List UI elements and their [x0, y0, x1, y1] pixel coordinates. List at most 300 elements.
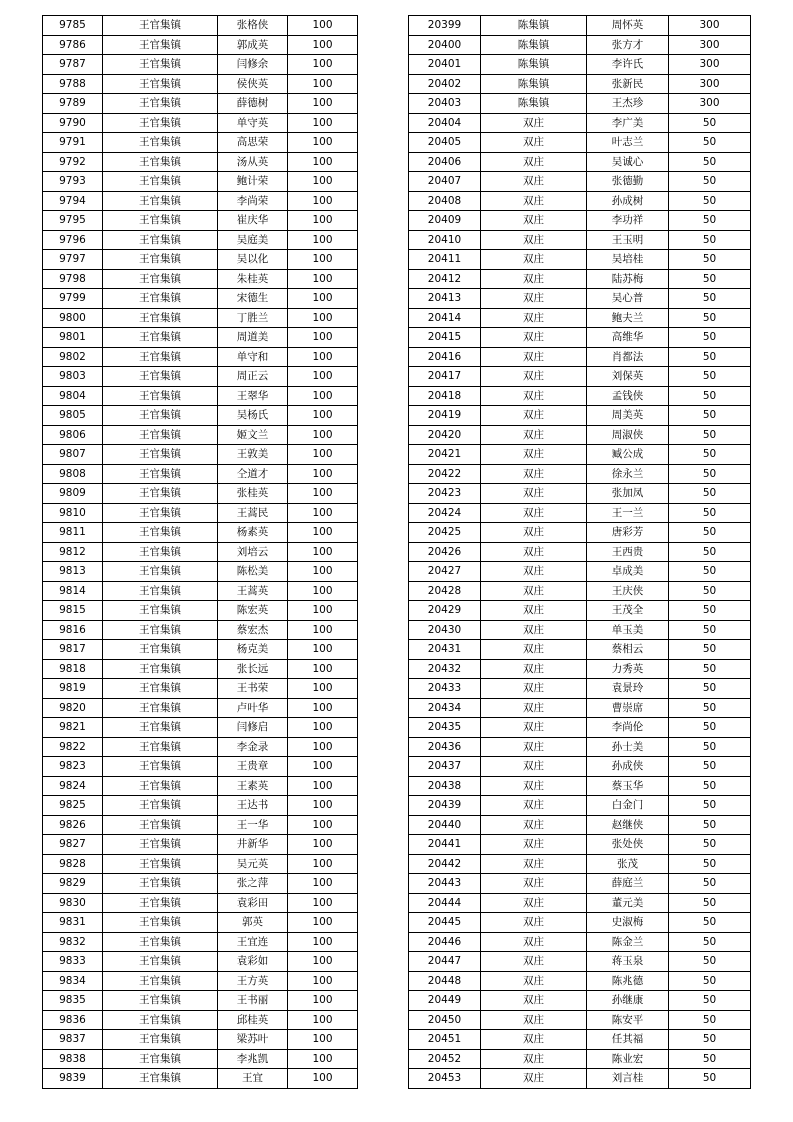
amount-cell: 50 [669, 737, 751, 757]
amount-cell: 50 [669, 1030, 751, 1050]
person-name-cell: 袁彩田 [218, 893, 288, 913]
amount-cell: 50 [669, 796, 751, 816]
record-number-cell: 20452 [409, 1049, 481, 1069]
town-cell: 王官集镇 [103, 367, 218, 387]
town-cell: 王官集镇 [103, 94, 218, 114]
person-name-cell: 高思荣 [218, 133, 288, 153]
amount-cell: 50 [669, 523, 751, 543]
town-cell: 双庄 [481, 152, 587, 172]
table-row [43, 718, 358, 738]
record-number-cell: 20406 [409, 152, 481, 172]
person-name-cell: 孙成树 [587, 191, 669, 211]
town-cell: 双庄 [481, 386, 587, 406]
amount-cell: 100 [288, 250, 358, 270]
person-name-cell: 汤从英 [218, 152, 288, 172]
table-row [409, 464, 751, 484]
person-name-cell: 叶志兰 [587, 133, 669, 153]
person-name-cell: 单玉美 [587, 620, 669, 640]
person-name-cell: 薛德树 [218, 94, 288, 114]
record-number-cell: 9826 [43, 815, 103, 835]
town-cell: 王官集镇 [103, 893, 218, 913]
amount-cell: 100 [288, 94, 358, 114]
amount-cell: 50 [669, 835, 751, 855]
record-number-cell: 20441 [409, 835, 481, 855]
person-name-cell: 李广美 [587, 113, 669, 133]
record-number-cell: 9795 [43, 211, 103, 231]
town-cell: 双庄 [481, 757, 587, 777]
person-name-cell: 力秀英 [587, 659, 669, 679]
town-cell: 双庄 [481, 776, 587, 796]
table-row [43, 289, 358, 309]
amount-cell: 100 [288, 581, 358, 601]
town-cell: 双庄 [481, 835, 587, 855]
town-cell: 王官集镇 [103, 289, 218, 309]
table-row [43, 230, 358, 250]
amount-cell: 100 [288, 191, 358, 211]
town-cell: 陈集镇 [481, 35, 587, 55]
town-cell: 王官集镇 [103, 445, 218, 465]
table-row [409, 542, 751, 562]
amount-cell: 50 [669, 464, 751, 484]
town-cell: 双庄 [481, 913, 587, 933]
person-name-cell: 王宜连 [218, 932, 288, 952]
town-cell: 王官集镇 [103, 698, 218, 718]
record-number-cell: 9836 [43, 1010, 103, 1030]
amount-cell: 100 [288, 796, 358, 816]
town-cell: 王官集镇 [103, 620, 218, 640]
amount-cell: 50 [669, 874, 751, 894]
town-cell: 王官集镇 [103, 874, 218, 894]
amount-cell: 300 [669, 94, 751, 114]
person-name-cell: 王杰珍 [587, 94, 669, 114]
person-name-cell: 吴心普 [587, 289, 669, 309]
amount-cell: 100 [288, 230, 358, 250]
person-name-cell: 陈松美 [218, 562, 288, 582]
person-name-cell: 李尚荣 [218, 191, 288, 211]
table-row [409, 289, 751, 309]
person-name-cell: 张之萍 [218, 874, 288, 894]
person-name-cell: 周正云 [218, 367, 288, 387]
table-row [43, 133, 358, 153]
amount-cell: 100 [288, 55, 358, 75]
amount-cell: 100 [288, 503, 358, 523]
record-number-cell: 20440 [409, 815, 481, 835]
amount-cell: 100 [288, 620, 358, 640]
town-cell: 陈集镇 [481, 94, 587, 114]
amount-cell: 300 [669, 55, 751, 75]
record-number-cell: 20436 [409, 737, 481, 757]
record-number-cell: 9805 [43, 406, 103, 426]
right-table [408, 15, 751, 1089]
person-name-cell: 侯侠英 [218, 74, 288, 94]
amount-cell: 100 [288, 679, 358, 699]
record-number-cell: 9834 [43, 971, 103, 991]
person-name-cell: 任其福 [587, 1030, 669, 1050]
table-row [409, 835, 751, 855]
table-row [43, 874, 358, 894]
town-cell: 双庄 [481, 542, 587, 562]
town-cell: 王官集镇 [103, 386, 218, 406]
town-cell: 双庄 [481, 172, 587, 192]
amount-cell: 300 [669, 16, 751, 36]
record-number-cell: 20437 [409, 757, 481, 777]
town-cell: 王官集镇 [103, 1010, 218, 1030]
town-cell: 双庄 [481, 991, 587, 1011]
table-row [43, 74, 358, 94]
amount-cell: 50 [669, 698, 751, 718]
table-row [409, 250, 751, 270]
town-cell: 双庄 [481, 1069, 587, 1089]
person-name-cell: 吴培桂 [587, 250, 669, 270]
table-row [409, 698, 751, 718]
record-number-cell: 20433 [409, 679, 481, 699]
record-number-cell: 9831 [43, 913, 103, 933]
amount-cell: 300 [669, 35, 751, 55]
person-name-cell: 杨克美 [218, 640, 288, 660]
table-row [43, 152, 358, 172]
amount-cell: 50 [669, 718, 751, 738]
person-name-cell: 王茂全 [587, 601, 669, 621]
person-name-cell: 邱桂英 [218, 1010, 288, 1030]
record-number-cell: 9789 [43, 94, 103, 114]
town-cell: 王官集镇 [103, 16, 218, 36]
person-name-cell: 王方英 [218, 971, 288, 991]
amount-cell: 50 [669, 952, 751, 972]
table-row [43, 542, 358, 562]
amount-cell: 100 [288, 172, 358, 192]
person-name-cell: 陈兆德 [587, 971, 669, 991]
table-row [43, 796, 358, 816]
amount-cell: 50 [669, 679, 751, 699]
record-number-cell: 9837 [43, 1030, 103, 1050]
amount-cell: 100 [288, 854, 358, 874]
amount-cell: 100 [288, 776, 358, 796]
table-row [43, 952, 358, 972]
town-cell: 王官集镇 [103, 659, 218, 679]
table-row [409, 991, 751, 1011]
amount-cell: 100 [288, 133, 358, 153]
table-row [409, 406, 751, 426]
town-cell: 王官集镇 [103, 1049, 218, 1069]
person-name-cell: 臧公成 [587, 445, 669, 465]
amount-cell: 100 [288, 640, 358, 660]
table-row [43, 269, 358, 289]
person-name-cell: 吴杨氏 [218, 406, 288, 426]
table-row [409, 35, 751, 55]
amount-cell: 50 [669, 542, 751, 562]
table-row [409, 230, 751, 250]
record-number-cell: 9802 [43, 347, 103, 367]
amount-cell: 100 [288, 425, 358, 445]
table-row [43, 16, 358, 36]
amount-cell: 50 [669, 776, 751, 796]
amount-cell: 100 [288, 74, 358, 94]
town-cell: 王官集镇 [103, 776, 218, 796]
person-name-cell: 董元美 [587, 893, 669, 913]
town-cell: 王官集镇 [103, 269, 218, 289]
record-number-cell: 9808 [43, 464, 103, 484]
town-cell: 双庄 [481, 952, 587, 972]
town-cell: 王官集镇 [103, 172, 218, 192]
record-number-cell: 9830 [43, 893, 103, 913]
record-number-cell: 9816 [43, 620, 103, 640]
record-number-cell: 9793 [43, 172, 103, 192]
table-row [409, 269, 751, 289]
record-number-cell: 9839 [43, 1069, 103, 1089]
record-number-cell: 20408 [409, 191, 481, 211]
amount-cell: 100 [288, 893, 358, 913]
town-cell: 双庄 [481, 328, 587, 348]
town-cell: 双庄 [481, 620, 587, 640]
record-number-cell: 9804 [43, 386, 103, 406]
amount-cell: 100 [288, 445, 358, 465]
table-row [43, 835, 358, 855]
amount-cell: 50 [669, 230, 751, 250]
person-name-cell: 刘言桂 [587, 1069, 669, 1089]
record-number-cell: 20399 [409, 16, 481, 36]
record-number-cell: 20449 [409, 991, 481, 1011]
table-row [409, 620, 751, 640]
amount-cell: 50 [669, 347, 751, 367]
town-cell: 王官集镇 [103, 503, 218, 523]
person-name-cell: 张方才 [587, 35, 669, 55]
person-name-cell: 张德勤 [587, 172, 669, 192]
town-cell: 双庄 [481, 464, 587, 484]
table-row [43, 679, 358, 699]
person-name-cell: 张加凤 [587, 484, 669, 504]
record-number-cell: 9796 [43, 230, 103, 250]
amount-cell: 100 [288, 1049, 358, 1069]
town-cell: 王官集镇 [103, 406, 218, 426]
town-cell: 双庄 [481, 484, 587, 504]
person-name-cell: 蔡相云 [587, 640, 669, 660]
record-number-cell: 20450 [409, 1010, 481, 1030]
record-number-cell: 20432 [409, 659, 481, 679]
amount-cell: 100 [288, 347, 358, 367]
amount-cell: 100 [288, 211, 358, 231]
table-row [43, 308, 358, 328]
person-name-cell: 唐彩芳 [587, 523, 669, 543]
person-name-cell: 薛庭兰 [587, 874, 669, 894]
record-number-cell: 9809 [43, 484, 103, 504]
record-number-cell: 20410 [409, 230, 481, 250]
amount-cell: 50 [669, 1010, 751, 1030]
table-row [43, 893, 358, 913]
town-cell: 双庄 [481, 796, 587, 816]
town-cell: 双庄 [481, 445, 587, 465]
town-cell: 双庄 [481, 406, 587, 426]
record-number-cell: 9827 [43, 835, 103, 855]
town-cell: 双庄 [481, 932, 587, 952]
record-number-cell: 9832 [43, 932, 103, 952]
person-name-cell: 仝道才 [218, 464, 288, 484]
person-name-cell: 单守英 [218, 113, 288, 133]
record-number-cell: 9823 [43, 757, 103, 777]
record-number-cell: 9817 [43, 640, 103, 660]
person-name-cell: 陆苏梅 [587, 269, 669, 289]
person-name-cell: 王蒿英 [218, 581, 288, 601]
amount-cell: 100 [288, 289, 358, 309]
person-name-cell: 王敦美 [218, 445, 288, 465]
amount-cell: 50 [669, 815, 751, 835]
table-row [43, 991, 358, 1011]
amount-cell: 100 [288, 464, 358, 484]
person-name-cell: 张长远 [218, 659, 288, 679]
amount-cell: 100 [288, 835, 358, 855]
table-row [43, 971, 358, 991]
table-row [43, 113, 358, 133]
amount-cell: 50 [669, 289, 751, 309]
table-row [409, 308, 751, 328]
record-number-cell: 20402 [409, 74, 481, 94]
table-row [43, 581, 358, 601]
table-row [409, 94, 751, 114]
table-row [409, 659, 751, 679]
table-row [43, 854, 358, 874]
table-row [43, 640, 358, 660]
person-name-cell: 井新华 [218, 835, 288, 855]
town-cell: 王官集镇 [103, 230, 218, 250]
person-name-cell: 张桂英 [218, 484, 288, 504]
record-number-cell: 20435 [409, 718, 481, 738]
person-name-cell: 卓成美 [587, 562, 669, 582]
amount-cell: 50 [669, 328, 751, 348]
table-row [43, 601, 358, 621]
record-number-cell: 9822 [43, 737, 103, 757]
table-row [409, 152, 751, 172]
person-name-cell: 孙继康 [587, 991, 669, 1011]
amount-cell: 50 [669, 601, 751, 621]
person-name-cell: 王书丽 [218, 991, 288, 1011]
amount-cell: 50 [669, 913, 751, 933]
person-name-cell: 单守和 [218, 347, 288, 367]
person-name-cell: 曹崇席 [587, 698, 669, 718]
table-row [43, 620, 358, 640]
record-number-cell: 20411 [409, 250, 481, 270]
person-name-cell: 鲍夫兰 [587, 308, 669, 328]
record-number-cell: 20414 [409, 308, 481, 328]
record-number-cell: 9821 [43, 718, 103, 738]
person-name-cell: 崔庆华 [218, 211, 288, 231]
person-name-cell: 张处侠 [587, 835, 669, 855]
town-cell: 双庄 [481, 601, 587, 621]
amount-cell: 50 [669, 133, 751, 153]
person-name-cell: 徐永兰 [587, 464, 669, 484]
person-name-cell: 王蒿民 [218, 503, 288, 523]
record-number-cell: 9819 [43, 679, 103, 699]
table-row [43, 191, 358, 211]
amount-cell: 50 [669, 269, 751, 289]
record-number-cell: 9824 [43, 776, 103, 796]
person-name-cell: 郭英 [218, 913, 288, 933]
table-row [43, 776, 358, 796]
record-number-cell: 9825 [43, 796, 103, 816]
table-row [43, 932, 358, 952]
table-row [409, 562, 751, 582]
table-row [409, 776, 751, 796]
town-cell: 陈集镇 [481, 55, 587, 75]
table-row [409, 679, 751, 699]
table-row [43, 406, 358, 426]
amount-cell: 50 [669, 113, 751, 133]
town-cell: 王官集镇 [103, 854, 218, 874]
town-cell: 双庄 [481, 854, 587, 874]
amount-cell: 100 [288, 1010, 358, 1030]
town-cell: 双庄 [481, 679, 587, 699]
amount-cell: 100 [288, 328, 358, 348]
town-cell: 双庄 [481, 113, 587, 133]
table-row [43, 484, 358, 504]
town-cell: 王官集镇 [103, 1069, 218, 1089]
record-number-cell: 20419 [409, 406, 481, 426]
amount-cell: 100 [288, 874, 358, 894]
town-cell: 双庄 [481, 659, 587, 679]
person-name-cell: 王西贵 [587, 542, 669, 562]
amount-cell: 100 [288, 601, 358, 621]
person-name-cell: 李兆凯 [218, 1049, 288, 1069]
record-number-cell: 20427 [409, 562, 481, 582]
table-row [409, 211, 751, 231]
table-row [43, 328, 358, 348]
amount-cell: 100 [288, 1030, 358, 1050]
amount-cell: 100 [288, 757, 358, 777]
record-number-cell: 9818 [43, 659, 103, 679]
table-row [409, 718, 751, 738]
amount-cell: 300 [669, 74, 751, 94]
amount-cell: 50 [669, 250, 751, 270]
person-name-cell: 白金门 [587, 796, 669, 816]
person-name-cell: 周道美 [218, 328, 288, 348]
town-cell: 王官集镇 [103, 35, 218, 55]
record-number-cell: 9811 [43, 523, 103, 543]
table-row [43, 698, 358, 718]
town-cell: 双庄 [481, 347, 587, 367]
table-row [43, 94, 358, 114]
record-number-cell: 9807 [43, 445, 103, 465]
amount-cell: 50 [669, 971, 751, 991]
record-number-cell: 9812 [43, 542, 103, 562]
person-name-cell: 王一兰 [587, 503, 669, 523]
table-row [43, 659, 358, 679]
town-cell: 双庄 [481, 581, 587, 601]
amount-cell: 100 [288, 698, 358, 718]
amount-cell: 50 [669, 484, 751, 504]
person-name-cell: 王玉明 [587, 230, 669, 250]
record-number-cell: 9828 [43, 854, 103, 874]
table-row [409, 581, 751, 601]
amount-cell: 50 [669, 367, 751, 387]
table-row [409, 1049, 751, 1069]
record-number-cell: 20446 [409, 932, 481, 952]
table-row [409, 367, 751, 387]
amount-cell: 100 [288, 815, 358, 835]
record-number-cell: 20413 [409, 289, 481, 309]
amount-cell: 100 [288, 308, 358, 328]
record-number-cell: 20418 [409, 386, 481, 406]
record-number-cell: 9801 [43, 328, 103, 348]
person-name-cell: 李金录 [218, 737, 288, 757]
town-cell: 王官集镇 [103, 484, 218, 504]
record-number-cell: 20429 [409, 601, 481, 621]
town-cell: 双庄 [481, 1010, 587, 1030]
record-number-cell: 9791 [43, 133, 103, 153]
table-row [43, 523, 358, 543]
table-row [409, 386, 751, 406]
person-name-cell: 王达书 [218, 796, 288, 816]
town-cell: 王官集镇 [103, 425, 218, 445]
town-cell: 双庄 [481, 562, 587, 582]
person-name-cell: 鲍计荣 [218, 172, 288, 192]
